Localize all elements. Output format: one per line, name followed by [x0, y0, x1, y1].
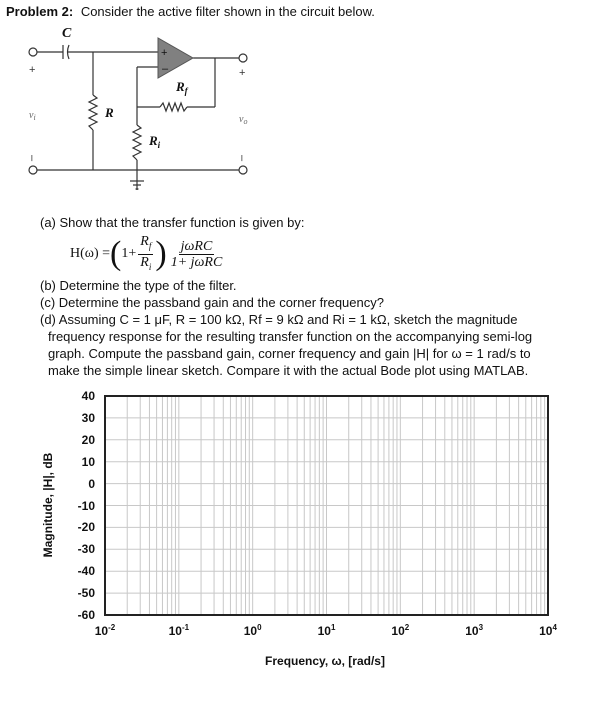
label-rf: $R_f$: [176, 79, 188, 96]
paren-left: (: [110, 235, 122, 273]
paren-right: ): [155, 235, 167, 273]
x-tick-label: $10^0$: [243, 623, 262, 638]
terminal-out-top: [239, 54, 247, 62]
part-c: (c) Determine the passband gain and the corner frequency?: [40, 295, 384, 310]
opamp-plus: +: [161, 47, 168, 59]
minus-out: –: [236, 155, 248, 162]
part-b: (b) Determine the type of the filter.: [40, 278, 237, 293]
y-tick-label: -50: [77, 586, 95, 601]
formula-one-plus: 1+: [121, 246, 137, 262]
problem-label: Problem 2:: [6, 4, 74, 19]
x-tick-label: $10^{-2}$: [94, 623, 116, 638]
y-tick-label: 40: [81, 389, 95, 403]
resistor-rf: [160, 103, 187, 111]
plus-in: +: [29, 64, 36, 76]
problem-statement: Consider the active filter shown in the circuit below.: [80, 4, 375, 19]
plus-out: +: [239, 67, 246, 79]
y-axis-label: Magnitude, |H|, dB: [41, 452, 55, 558]
part-d-line-2: frequency response for the resulting transfer function on the accompanying semi-log: [48, 329, 533, 344]
x-axis-label: Frequency, ω, [rad/s]: [265, 654, 385, 668]
resistor-ri: [133, 125, 141, 160]
x-tick-label: $10^{-1}$: [168, 623, 190, 638]
frac-rf-ri: $\frac{R_f}{R_i}$: [140, 234, 152, 272]
label-r: R: [105, 105, 114, 120]
minus-in: –: [26, 155, 38, 162]
y-tick-label: 0: [88, 476, 95, 491]
label-c: C: [62, 26, 72, 41]
part-d-line-4: make the simple linear sketch. Compare it with the actual Bode plot using MATLAB.: [48, 363, 529, 378]
terminal-out-bottom: [239, 166, 247, 174]
x-tick-label: $10^1$: [317, 623, 336, 638]
y-tick-label: -30: [77, 542, 95, 557]
y-tick-label: -40: [77, 564, 95, 579]
y-tick-label: -20: [77, 520, 95, 535]
part-d-line-3: graph. Compute the passband gain, corner frequency and gain |H| for ω = 1 rad/s to: [48, 346, 531, 361]
label-vi: $v_i$: [29, 110, 36, 122]
y-tick-label: 20: [81, 432, 95, 447]
circuit-diagram: [0, 0, 320, 200]
transfer-function: [70, 234, 226, 275]
x-tick-label: $10^3$: [465, 623, 484, 638]
terminal-in-bottom: [29, 166, 37, 174]
x-tick-label: $10^2$: [391, 623, 410, 638]
terminal-in-top: [29, 48, 37, 56]
y-tick-label: 30: [81, 410, 95, 425]
label-ri: $R_i$: [149, 133, 161, 150]
y-tick-label: 10: [81, 454, 95, 469]
formula-lhs: H(ω) =: [70, 246, 111, 262]
frac-jwrc: $\frac{\text{jωRC}}{\text{1+ jωRC}}$: [170, 238, 223, 270]
resistor-r: [89, 95, 97, 130]
part-a: (a) Show that the transfer function is given by:: [40, 215, 305, 230]
y-tick-label: -10: [77, 498, 95, 513]
label-vo: $v_o$: [239, 114, 248, 126]
y-tick-label: -60: [77, 608, 95, 622]
x-tick-label: $10^4$: [539, 623, 557, 638]
opamp-minus: –: [162, 63, 169, 75]
part-d-line-1: (d) Assuming C = 1 μF, R = 100 kΩ, Rf = 9 kΩ and Ri = 1 kΩ, sketch the magnitude: [40, 312, 518, 327]
